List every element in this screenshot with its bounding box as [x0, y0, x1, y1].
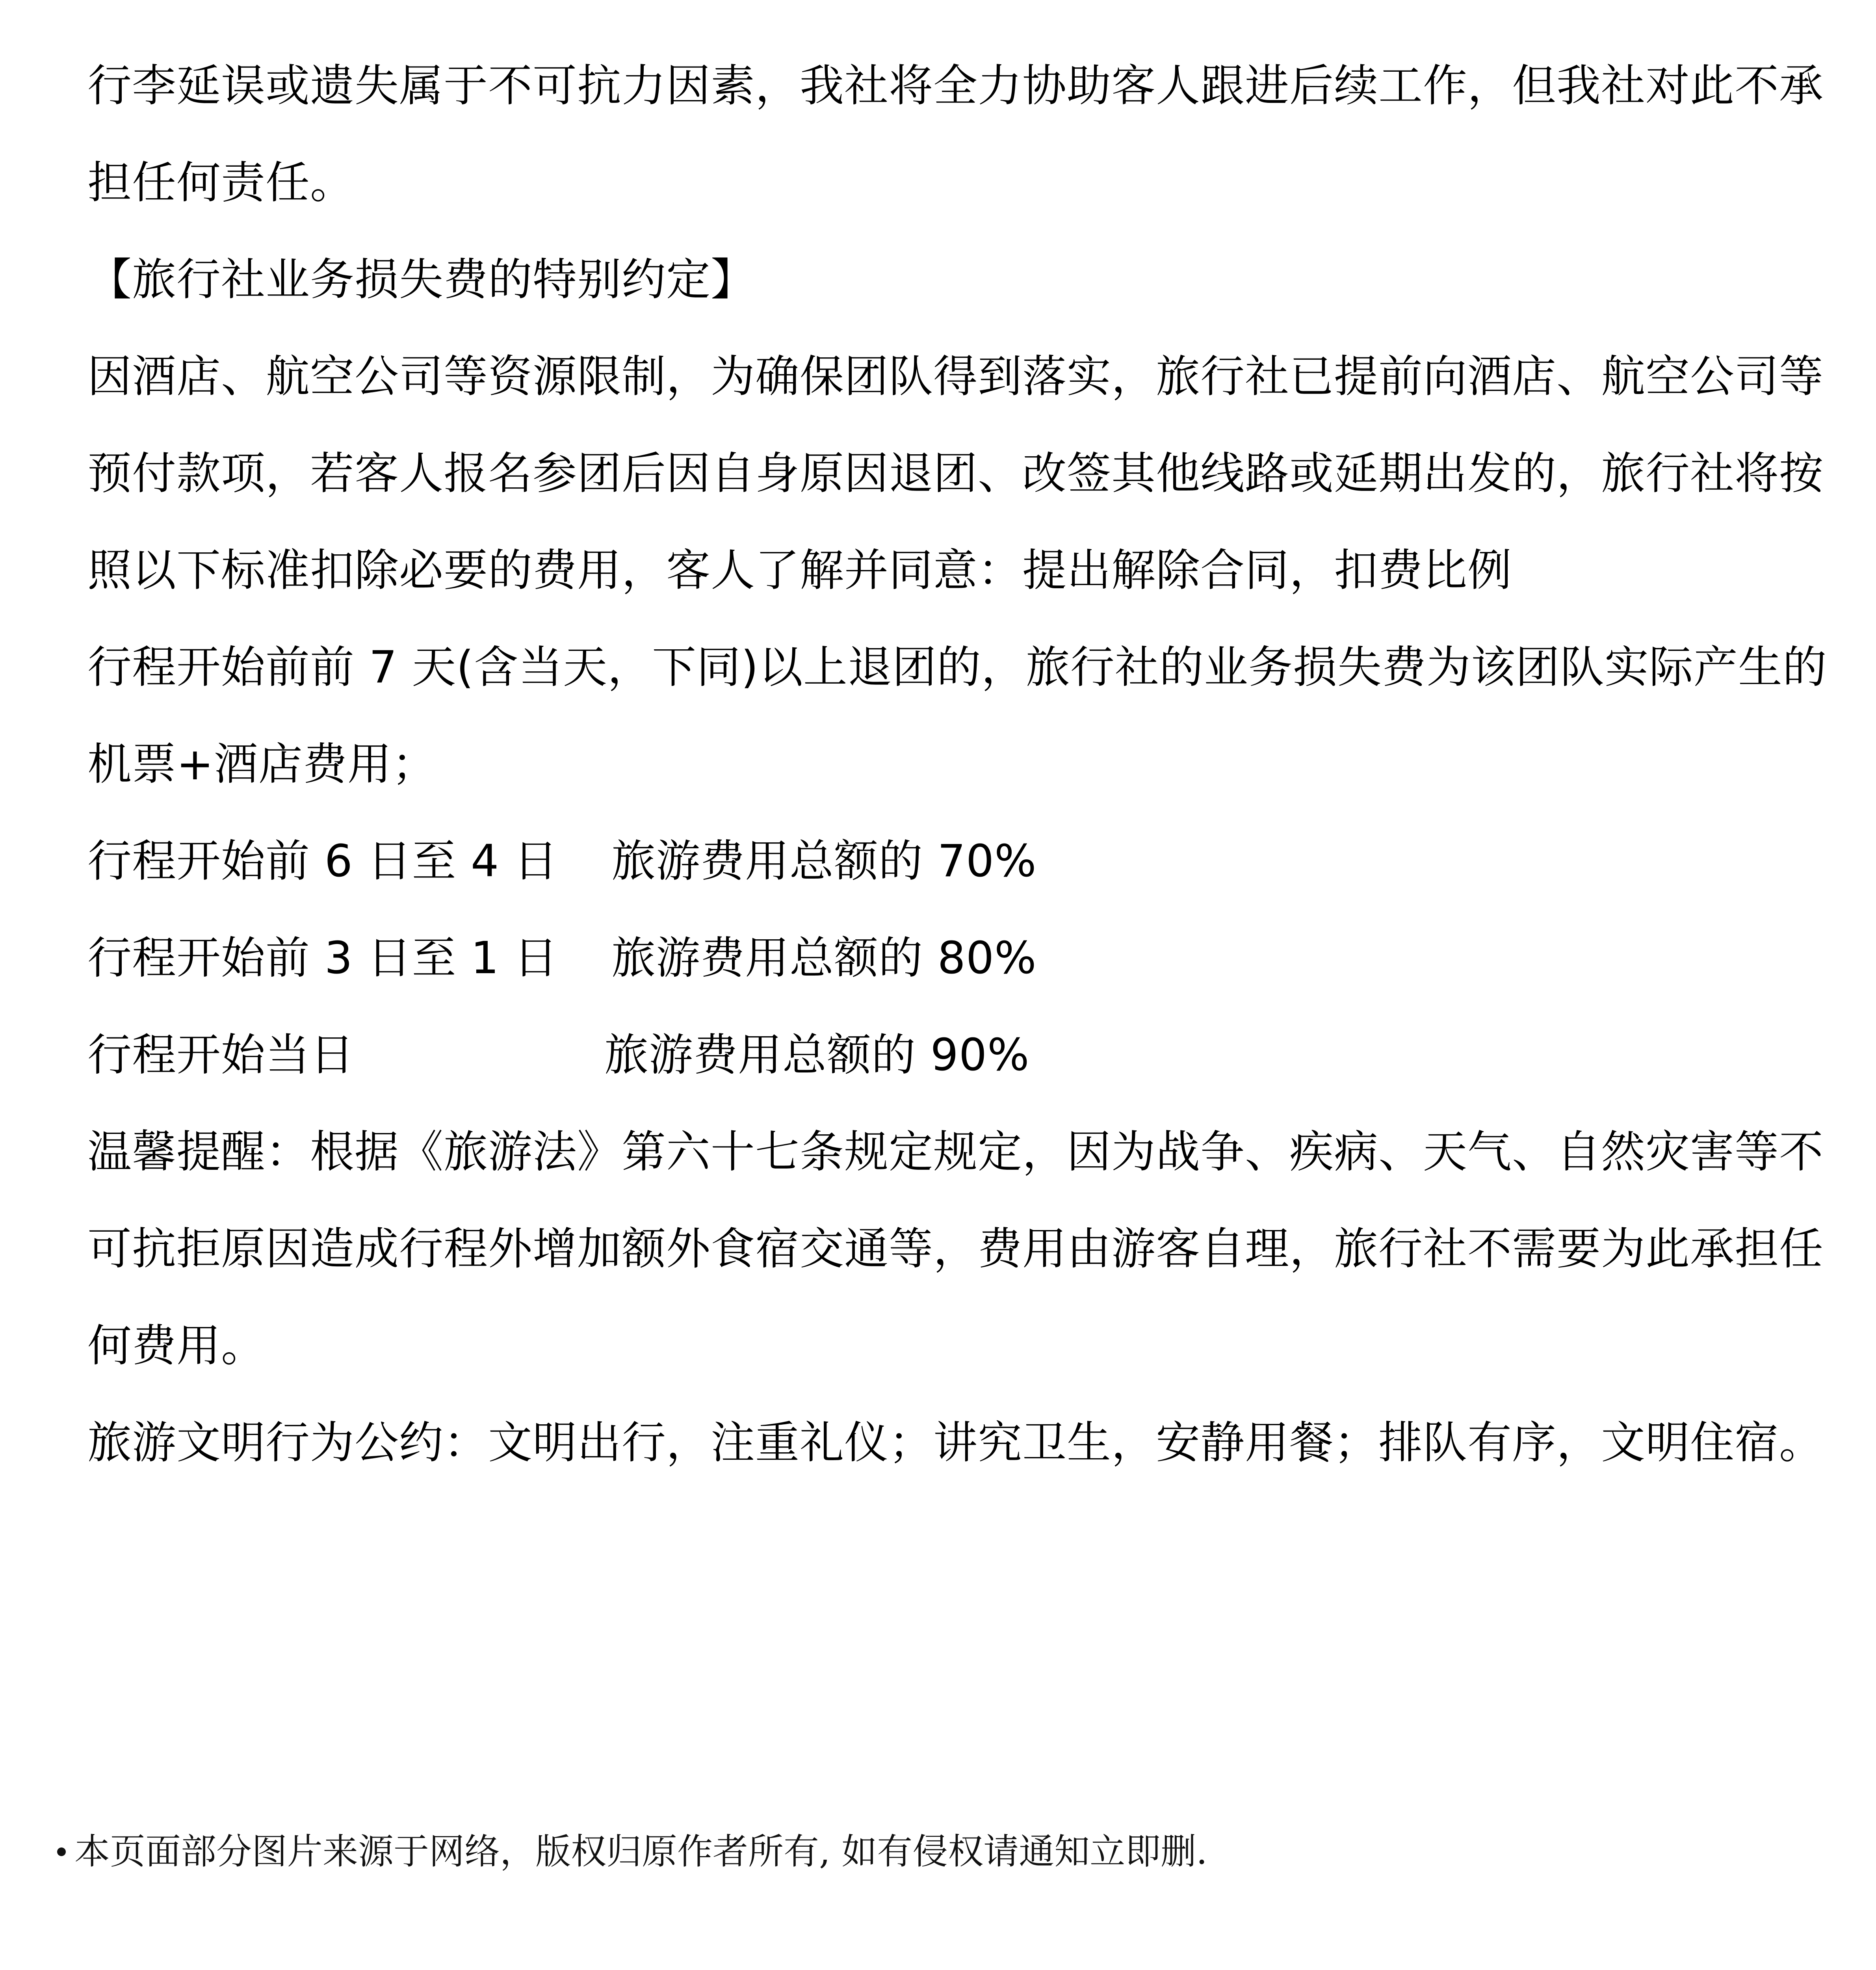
section-heading-loss-fee: 【旅行社业务损失费的特别约定】: [87, 254, 755, 305]
bullet-icon: [57, 1847, 66, 1856]
fee-row: [87, 910, 1837, 1007]
fee-amount: 旅游费用总额的 80%: [611, 933, 1037, 984]
paragraph-seven-day-cancel: 行程开始前前 7 天(含当天，下同)以上退团的，旅行社的业务损失费为该团队实际产生的机票+酒店费用；: [87, 642, 1827, 790]
copyright-text: 本页面部分图片来源于网络，版权归原作者所有, 如有侵权请通知立即删.: [74, 1831, 1207, 1872]
fee-row: [87, 1007, 1837, 1104]
fee-amount: 旅游费用总额的 70%: [611, 836, 1037, 887]
fee-period: 行程开始当日: [87, 1030, 355, 1081]
paragraph-travel-law-reminder: 温馨提醒：根据《旅游法》第六十七条规定规定，因为战争、疾病、天气、自然灾害等不可抗拒原因造成行程外增加额外食宿交通等，费用由游客自理，旅行社不需要为此承担任何费用。: [87, 1126, 1824, 1372]
fee-amount: 旅游费用总额的 90%: [604, 1030, 1030, 1081]
paragraph-luggage-liability: 行李延误或遗失属于不可抗力因素，我社将全力协助客人跟进后续工作，但我社对此不承担任何责任。: [87, 60, 1824, 208]
document-body: [87, 37, 1837, 1491]
fee-period: 行程开始前 6 日至 4 日: [87, 836, 558, 887]
fee-row: [87, 813, 1837, 910]
paragraph-prepayment-terms: 因酒店、航空公司等资源限制，为确保团队得到落实，旅行社已提前向酒店、航空公司等预付款项，若客人报名参团后因自身原因退团、改签其他线路或延期出发的，旅行社将按照以下标准扣除必要的费用，客人了解并同意：提出解除合同，扣费比例: [87, 351, 1824, 596]
fee-period: 行程开始前 3 日至 1 日: [87, 933, 558, 984]
paragraph-civility-pledge: 旅游文明行为公约：文明出行，注重礼仪；讲究卫生，安静用餐；排队有序，文明住宿。: [87, 1417, 1824, 1468]
copyright-footer: [57, 1828, 1207, 1875]
